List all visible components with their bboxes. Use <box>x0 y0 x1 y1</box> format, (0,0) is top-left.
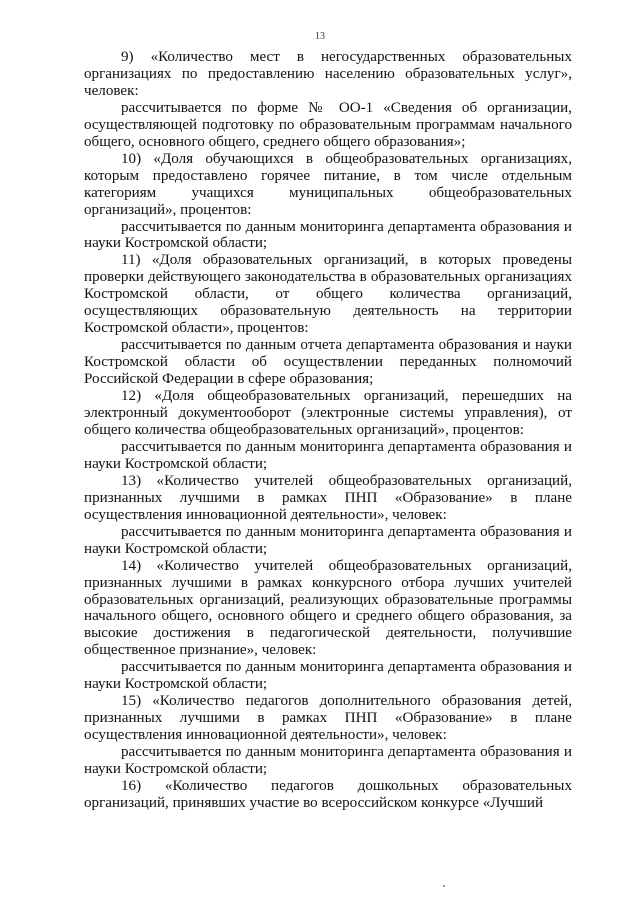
scan-dot <box>443 885 445 887</box>
document-body <box>84 49 572 812</box>
page-number: 13 <box>315 31 325 42</box>
paragraph: 11) «Доля образовательных организаций, в которых проведены проверки действующего законодательства в образовательных организациях Костромской области, от общего количества организаций, осуществляющих образовательную деятельность на территории Костромской области», процентов: <box>84 252 572 337</box>
paragraph: 10) «Доля обучающихся в общеобразовательных организациях, которым предоставлено горячее питание, в том числе отдельным категориям учащихся муниципальных общеобразовательных организаций», процентов: <box>84 150 572 218</box>
paragraph: 15) «Количество педагогов дополнительного образования детей, признанных лучшими в рамках ПНП «Образование» в плане осуществления инновационной деятельности», человек: <box>84 693 572 744</box>
paragraph: рассчитывается по данным мониторинга департамента образования и науки Костромской области; <box>84 438 572 472</box>
paragraph: 16) «Количество педагогов дошкольных образовательных организаций, принявших участие во всероссийском конкурсе «Лучший <box>84 777 572 811</box>
paragraph: рассчитывается по данным мониторинга департамента образования и науки Костромской области; <box>84 218 572 252</box>
paragraph: 9) «Количество мест в негосударственных образовательных организациях по предоставлению населению образовательных услуг», человек: <box>84 49 572 99</box>
paragraph: 13) «Количество учителей общеобразовательных организаций, признанных лучшими в рамках ПНП «Образование» в плане осуществления инновационной деятельности», человек: <box>84 472 572 523</box>
paragraph: рассчитывается по данным мониторинга департамента образования и науки Костромской области; <box>84 744 572 778</box>
paragraph: рассчитывается по форме № ОО-1 «Сведения об организации, осуществляющей подготовку по образовательным программам начального общего, основного общего, среднего общего образования»; <box>84 99 572 150</box>
paragraph: рассчитывается по данным отчета департамента образования и науки Костромской области об осуществлении переданных полномочий Российской Федерации в сфере образования; <box>84 337 572 388</box>
paragraph: 12) «Доля общеобразовательных организаций, перешедших на электронный документооборот (электронные системы управления), от общего количества общеобразовательных организаций», процентов: <box>84 388 572 438</box>
paragraph: рассчитывается по данным мониторинга департамента образования и науки Костромской области; <box>84 659 572 693</box>
paragraph: 14) «Количество учителей общеобразовательных организаций, признанных лучшими в рамках конкурсного отбора лучших учителей образовательных организаций, реализующих образовательные программы начального общего, основного общего и среднего общего образования, за высокие достижения в педагогической деятельности, получившие общественное признание», человек: <box>84 557 572 659</box>
paragraph: рассчитывается по данным мониторинга департамента образования и науки Костромской области; <box>84 523 572 557</box>
